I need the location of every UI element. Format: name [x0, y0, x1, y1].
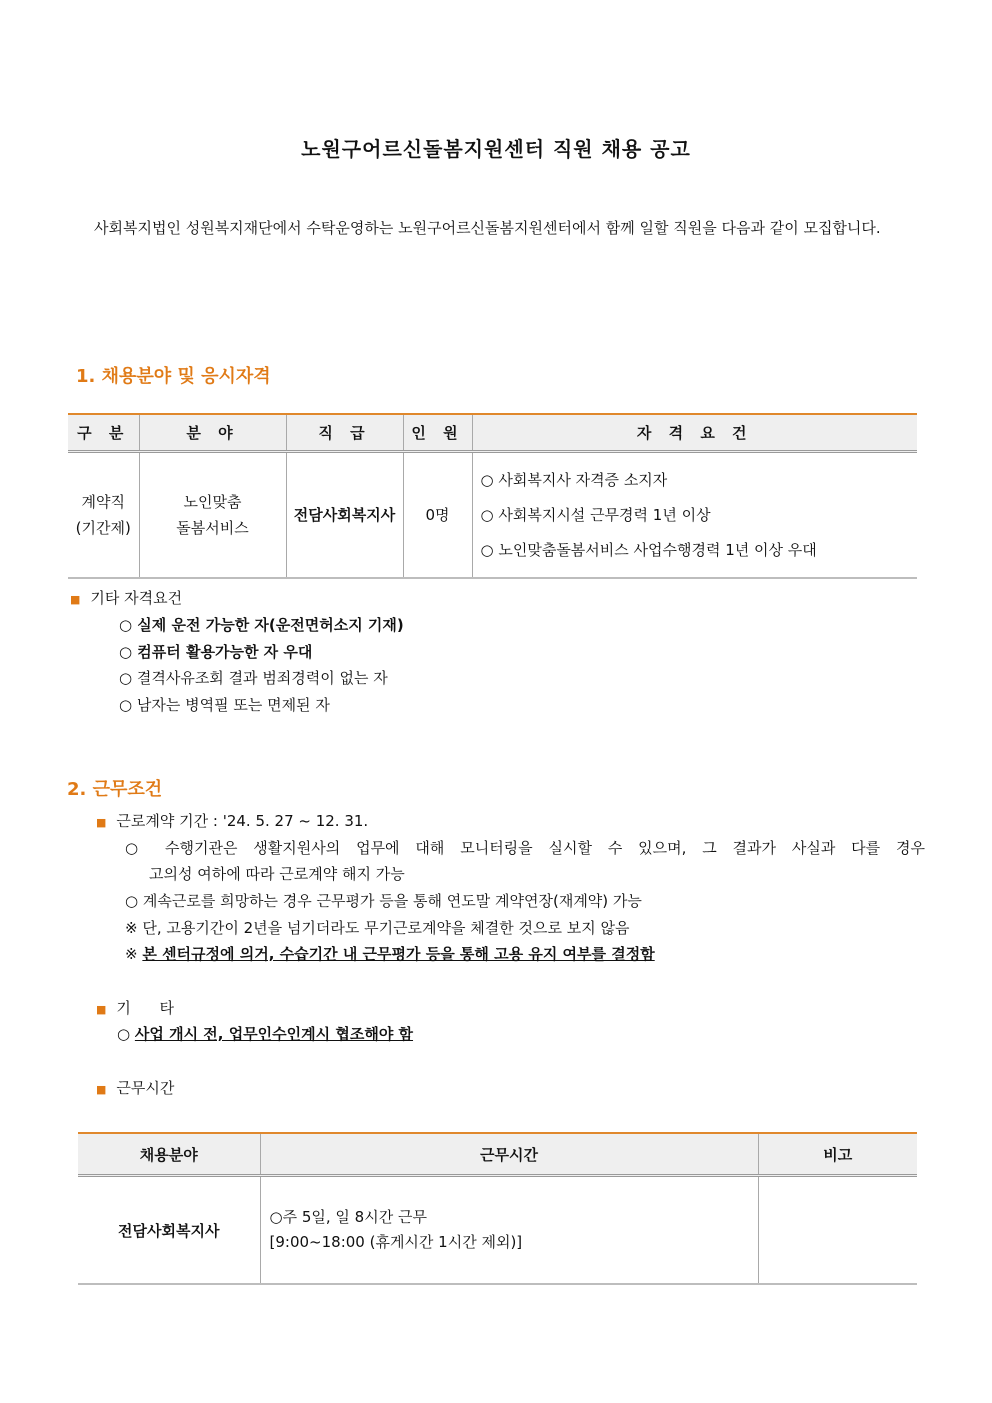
contract-item-monitoring: ○ 수행기관은 생활지원사의 업무에 대해 모니터링을 실시할 수 있으며, 그 결과가 사실과 다를 경우	[125, 839, 925, 857]
cell-field	[139, 452, 286, 579]
requirement-item: ○ 노인맞춤돌봄서비스 사업수행경력 1년 이상 우대	[480, 540, 817, 559]
header-requirements: 자 격 요 건	[472, 414, 917, 452]
intro-paragraph: 사회복지법인 성원복지재단에서 수탁운영하는 노원구어르신돌봄지원센터에서 함께 일할 직원을 다음과 같이 모집합니다.	[94, 219, 881, 237]
contract-item-renewal: ○ 계속근로를 희망하는 경우 근무평가 등을 통해 연도말 계약연장(재계약) 가능	[125, 892, 642, 910]
category-line1: 계약직	[81, 493, 125, 511]
work-hours-table-header	[78, 1133, 917, 1176]
contract-period	[96, 810, 368, 831]
etc-label: 기 타	[116, 999, 174, 1017]
hours-heading	[96, 1077, 174, 1098]
header-position: 직 급	[286, 414, 403, 452]
header-work-hours: 근무시간	[260, 1133, 758, 1176]
probation-text: 본 센터규정에 의거, 수습기간 내 근무평가 등을 통해 고용 유지 여부를 결정함	[142, 945, 655, 963]
header-field: 분 야	[139, 414, 286, 452]
other-item: ○ 실제 운전 가능한 자(운전면허소지 기재)	[119, 616, 404, 634]
field-line2: 돌봄서비스	[176, 519, 249, 537]
header-count: 인 원	[403, 414, 472, 452]
requirement-item: ○ 사회복지사 자격증 소지자	[480, 470, 668, 489]
square-bullet-icon: ■	[96, 816, 107, 829]
cell-position: 전담사회복지사	[286, 452, 403, 579]
note-mark: ※	[125, 945, 138, 963]
cell-note	[758, 1176, 917, 1285]
header-recruit-field: 채용분야	[78, 1133, 260, 1176]
hours-line2: [9:00~18:00 (휴게시간 1시간 제외)]	[269, 1233, 523, 1251]
square-bullet-icon: ■	[70, 593, 81, 606]
cell-requirements	[472, 452, 917, 579]
contract-note-probation	[125, 943, 655, 964]
section2-heading: 2. 근무조건	[67, 779, 163, 800]
header-note: 비고	[758, 1133, 917, 1176]
category-line2: (기간제)	[75, 519, 131, 537]
table-row	[68, 452, 917, 579]
qualification-table	[68, 413, 917, 579]
other-item: ○ 남자는 병역필 또는 면제된 자	[119, 696, 330, 714]
requirement-item: ○ 사회복지시설 근무경력 1년 이상	[480, 505, 711, 524]
etc-heading	[96, 997, 174, 1018]
etc-item	[117, 1023, 413, 1044]
section1-heading: 1. 채용분야 및 응시자격	[76, 366, 271, 387]
hours-line1: ○주 5일, 일 8시간 근무	[269, 1208, 427, 1226]
square-bullet-icon: ■	[96, 1003, 107, 1016]
field-line1: 노인맞춤	[183, 493, 242, 511]
square-bullet-icon: ■	[96, 1083, 107, 1096]
qualification-table-header	[68, 414, 917, 452]
etc-item-text: 사업 개시 전, 업무인수인계시 협조해야 함	[134, 1025, 414, 1043]
contract-item-monitoring-cont: 고의성 여하에 따라 근로계약 해지 가능	[149, 865, 405, 883]
page-title: 노원구어르신돌봄지원센터 직원 채용 공고	[301, 137, 691, 161]
etc-mark: ○	[117, 1025, 131, 1043]
table-row	[78, 1176, 917, 1285]
hours-label: 근무시간	[116, 1079, 175, 1097]
header-category: 구 분	[68, 414, 139, 452]
other-item: ○ 결격사유조회 결과 범죄경력이 없는 자	[119, 669, 388, 687]
other-qualifications-heading	[70, 587, 182, 608]
cell-recruit-field: 전담사회복지사	[118, 1221, 220, 1240]
contract-note: ※ 단, 고용기간이 2년을 넘기더라도 무기근로계약을 체결한 것으로 보지 않음	[125, 919, 630, 937]
other-item: ○ 컴퓨터 활용가능한 자 우대	[119, 643, 313, 661]
cell-category	[68, 452, 139, 579]
other-qualifications-label: 기타 자격요건	[90, 589, 183, 607]
work-hours-table	[78, 1132, 917, 1285]
cell-work-hours	[260, 1176, 758, 1285]
contract-period-text: 근로계약 기간 : '24. 5. 27 ~ 12. 31.	[116, 812, 369, 830]
cell-count: 0명	[403, 452, 472, 579]
